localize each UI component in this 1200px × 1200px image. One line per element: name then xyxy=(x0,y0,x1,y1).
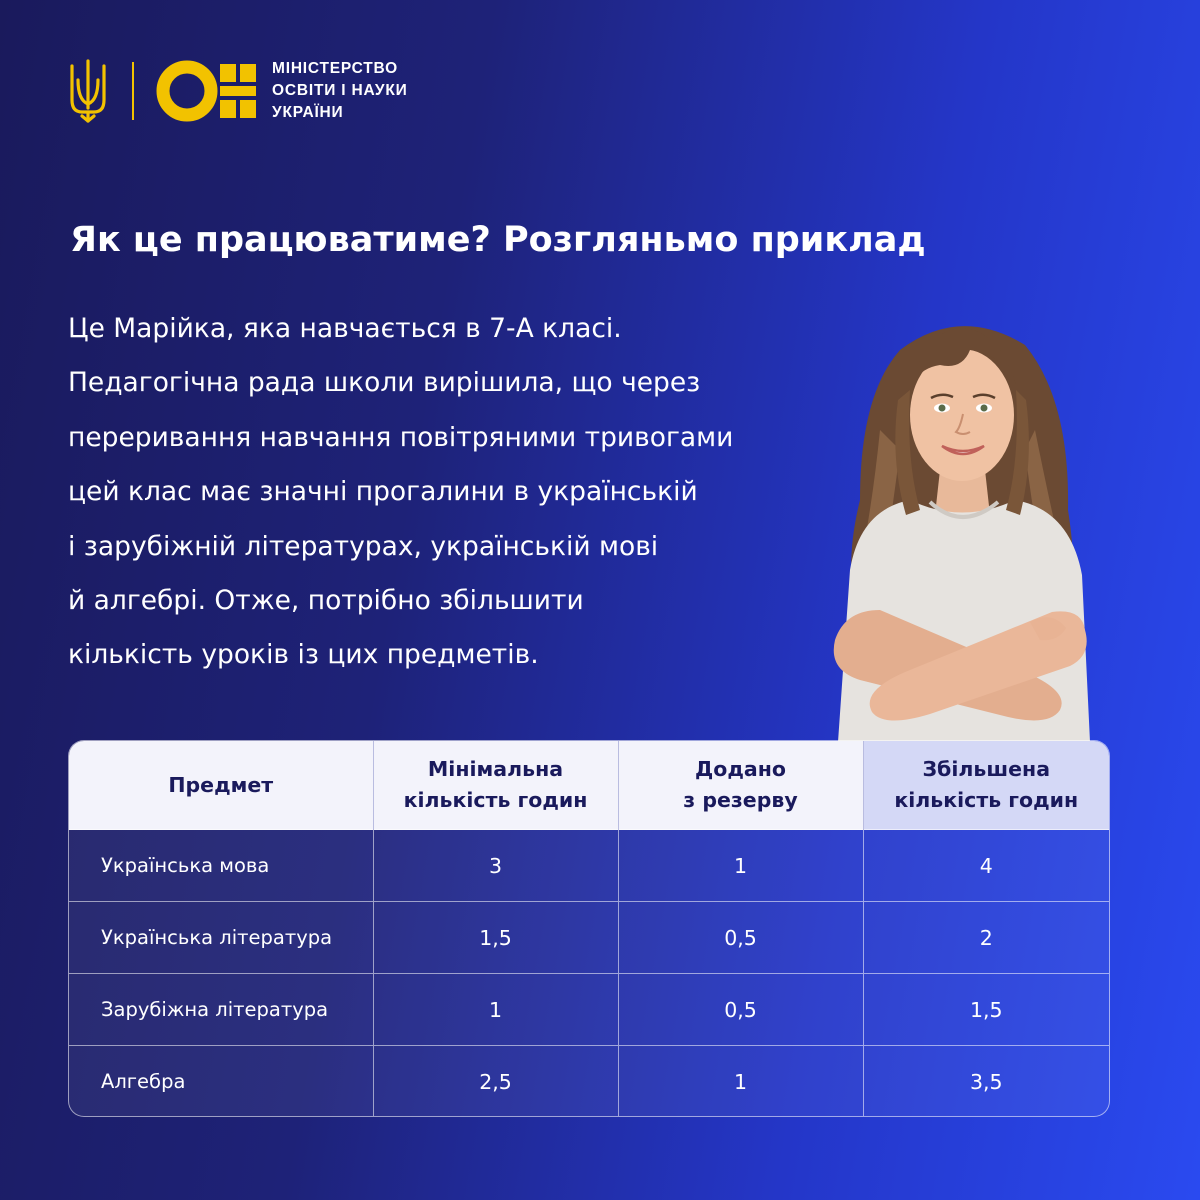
ministry-name-line-3: УКРАЇНИ xyxy=(272,104,344,121)
table-cell: 4 xyxy=(863,830,1109,902)
story-line: і зарубіжній літературах, українській мові xyxy=(68,530,659,562)
table-cell: 3 xyxy=(373,830,618,902)
story-line: кількість уроків із цих предметів. xyxy=(68,639,539,671)
trident-emblem-icon xyxy=(68,58,108,124)
table-cell: 3,5 xyxy=(863,1046,1109,1118)
table-cell: 1,5 xyxy=(863,974,1109,1046)
table-cell: 0,5 xyxy=(618,974,863,1046)
story-line: переривання навчання повітряними тривогами xyxy=(68,421,734,453)
story-text xyxy=(68,302,858,683)
table-cell-subject: Алгебра xyxy=(69,1046,373,1118)
table-cell: 2,5 xyxy=(373,1046,618,1118)
header-increased-hours xyxy=(863,741,1109,830)
ministry-name xyxy=(272,58,408,124)
table-cell: 2 xyxy=(863,902,1109,974)
table-row xyxy=(69,902,1109,974)
story-line: Педагогічна рада школи вирішила, що через xyxy=(68,367,701,399)
table-cell-subject: Українська мова xyxy=(69,830,373,902)
table-cell: 1 xyxy=(618,830,863,902)
header-label-line: Додано xyxy=(695,757,786,781)
table-cell-subject: Зарубіжна література xyxy=(69,974,373,1046)
student-photo xyxy=(820,310,1105,742)
story-line: й алгебрі. Отже, потрібно збільшити xyxy=(68,585,584,617)
table-row xyxy=(69,830,1109,902)
table-cell: 1 xyxy=(618,1046,863,1118)
table-cell-subject: Українська література xyxy=(69,902,373,974)
ministry-logo xyxy=(68,58,408,124)
hours-table xyxy=(68,740,1110,1117)
logo-divider xyxy=(132,62,134,120)
header-label-line: кількість годин xyxy=(894,788,1079,812)
header-added-from-reserve xyxy=(618,741,863,830)
table-cell: 0,5 xyxy=(618,902,863,974)
story-line: цей клас має значні прогалини в українській xyxy=(68,476,698,508)
table-header-row xyxy=(69,741,1109,830)
header-label-line: Мінімальна xyxy=(427,757,564,781)
table-cell: 1 xyxy=(373,974,618,1046)
header-minimum-hours xyxy=(373,741,618,830)
header-subject-label: Предмет xyxy=(168,772,274,797)
header-label-line: з резерву xyxy=(683,788,798,812)
mon-brand-mark-icon xyxy=(154,58,258,124)
page-headline: Як це працюватиме? Розгляньмо приклад xyxy=(70,220,926,260)
table-row xyxy=(69,974,1109,1046)
header-subject xyxy=(69,741,373,830)
ministry-name-line-1: МІНІСТЕРСТВО xyxy=(272,60,399,77)
table-cell: 1,5 xyxy=(373,902,618,974)
header-label-line: кількість годин xyxy=(403,788,588,812)
ministry-name-line-2: ОСВІТИ І НАУКИ xyxy=(272,82,408,99)
header-label-line: Збільшена xyxy=(922,757,1051,781)
hours-table-grid xyxy=(69,741,1109,1117)
table-row xyxy=(69,1046,1109,1118)
story-line: Це Марійка, яка навчається в 7-А класі. xyxy=(68,313,622,344)
